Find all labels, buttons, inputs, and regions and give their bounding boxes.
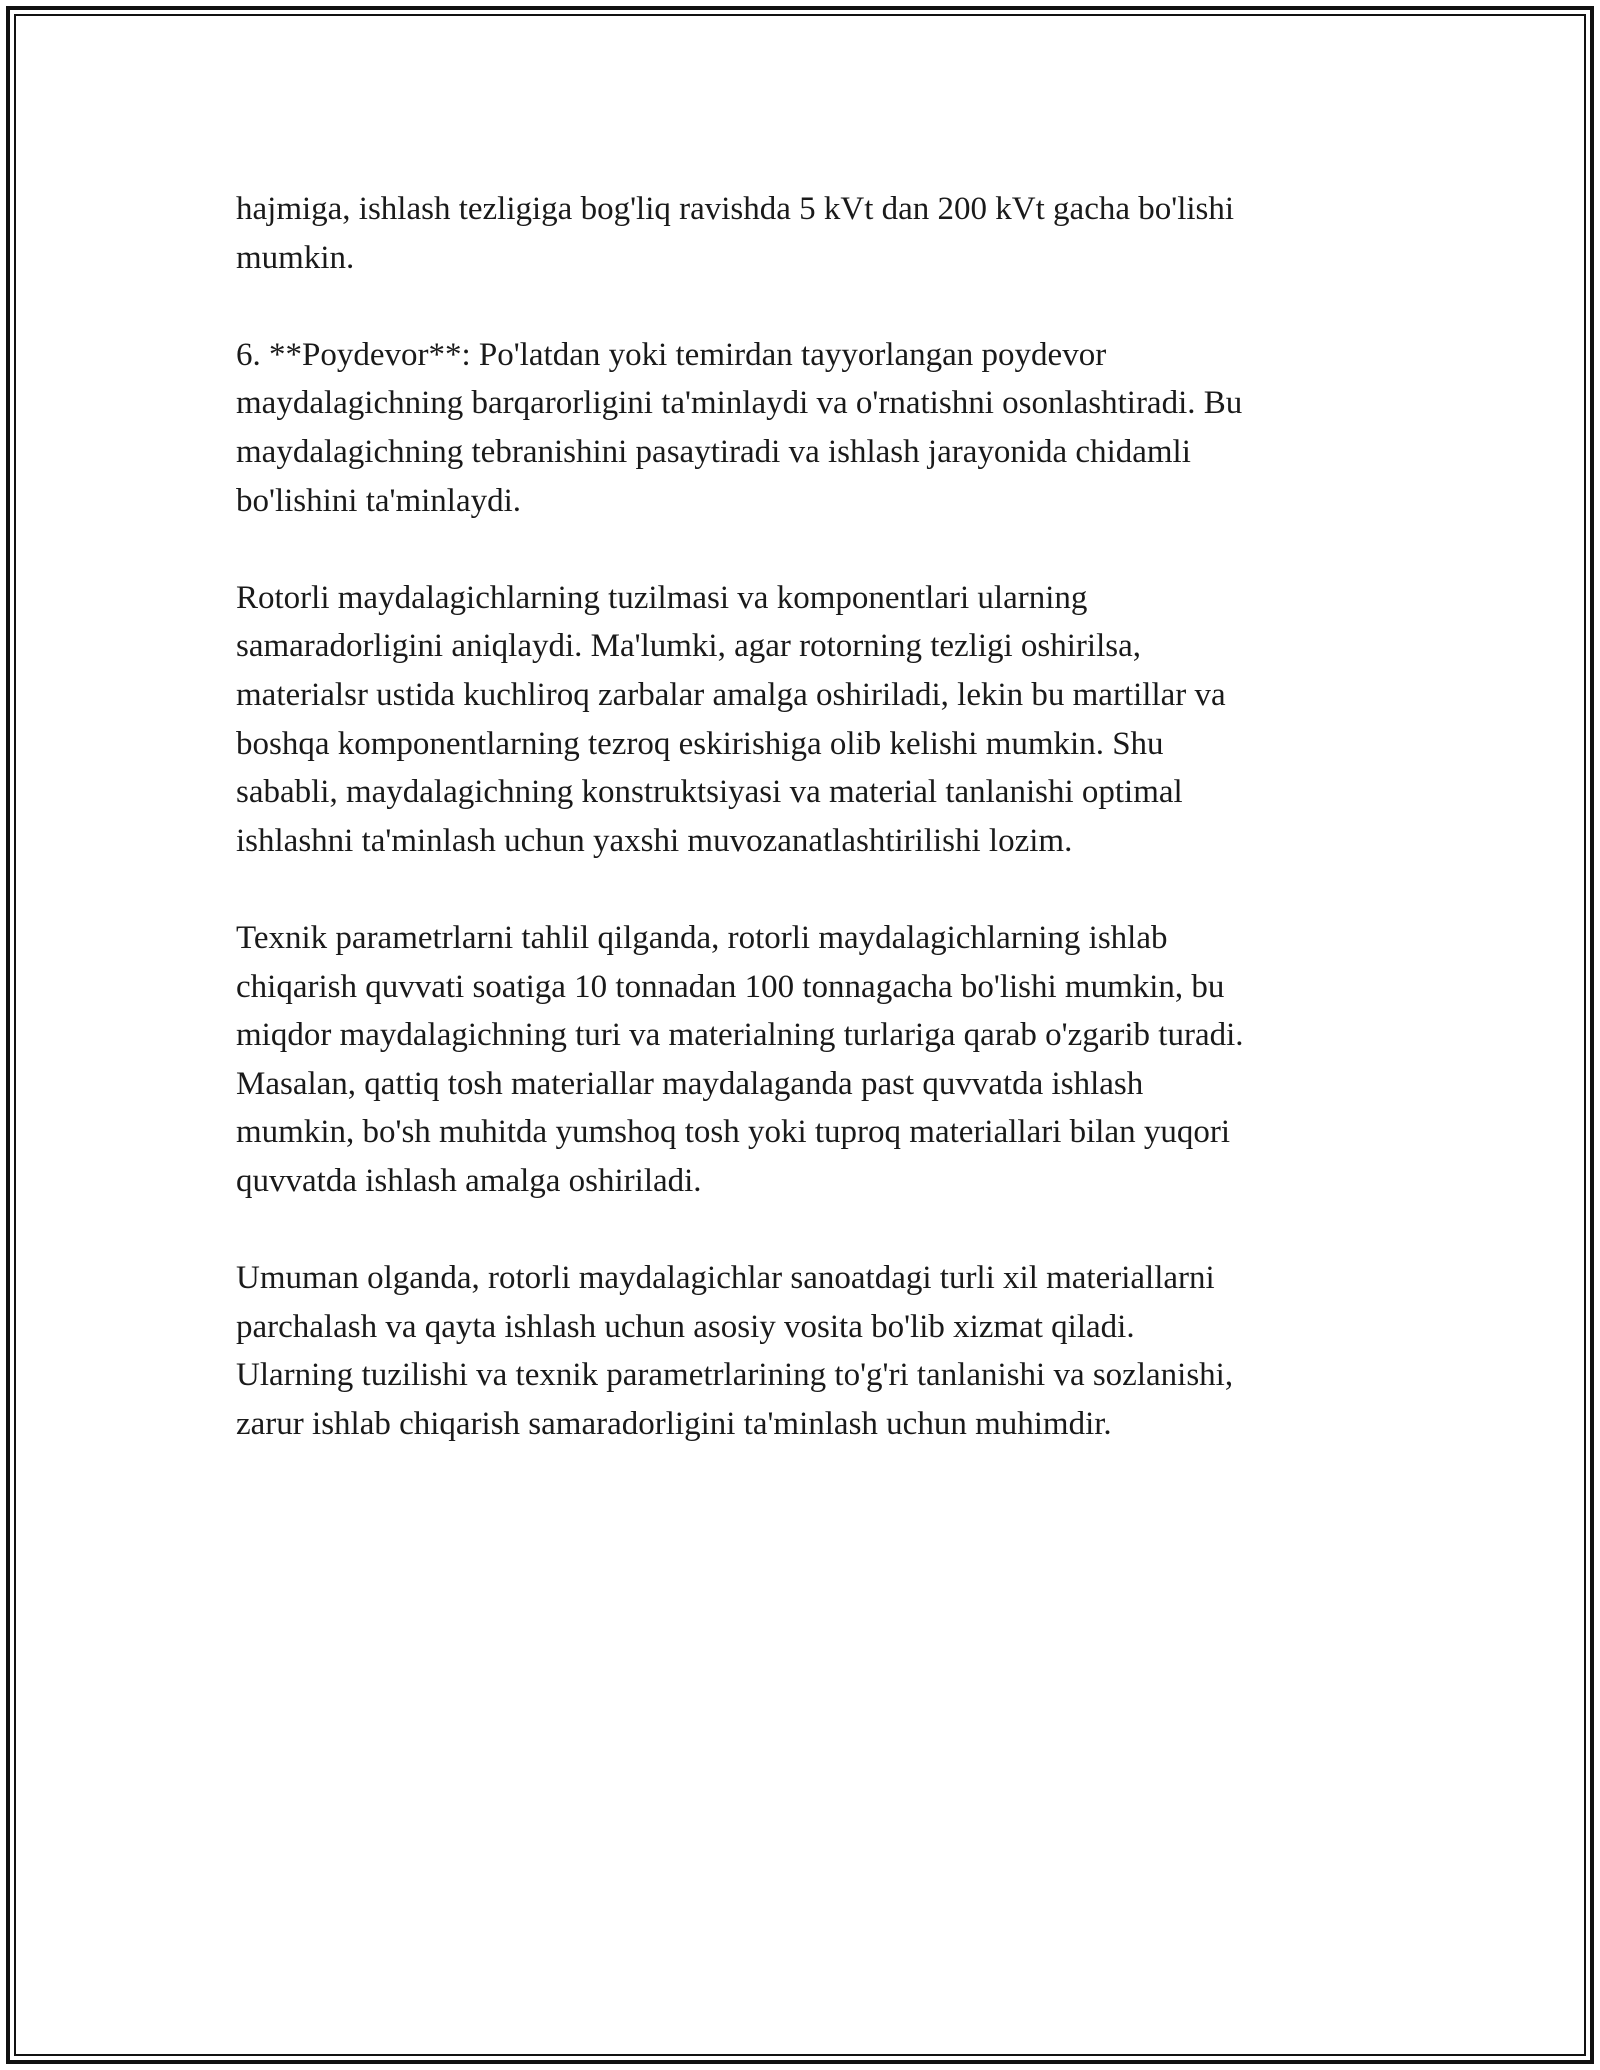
paragraph-foundation: 6. **Poydevor**: Po'latdan yoki temirdan tayyorlangan poydevor maydalagichning barqarorligini ta'minlaydi va o'rnatishni osonlashtiradi. Bu maydalagichning tebranishini pasaytiradi va ishlash jarayonida chidamli bo'lishini ta'minlaydi. (236, 336, 1243, 519)
paragraph-conclusion: Umuman olganda, rotorli maydalagichlar sanoatdagi turli xil materiallarni parchalash va qayta ishlash uchun asosiy vosita bo'lib xizmat qiladi. Ularning tuzilishi va texnik parametrlarining to'g'ri tanlanishi va sozlanishi, zarur ishlab chiqarish samaradorligini ta'minlash uchun muhimdir. (236, 1260, 1234, 1442)
paragraph-power-continued: hajmiga, ishlash tezligiga bog'liq ravishda 5 kVt dan 200 kVt gacha bo'lishi mumkin. (236, 191, 1235, 276)
paragraph-structure-efficiency: Rotorli maydalagichlarning tuzilmasi va komponentlari ularning samaradorligini aniqlaydi. Ma'lumki, agar rotorning tezligi oshirilsa, materialsr ustida kuchliroq zarbalar amalga oshiriladi, lekin bu martillar va boshqa komponentlarning tezroq eskirishiga olib kelishi mumkin. Shu sababli, maydalagichning konstruktsiyasi va material tanlanishi optimal ishlashni ta'minlash uchun yaxshi muvozanatlashtirilishi lozim. (236, 579, 1226, 859)
document-body (236, 185, 1366, 1497)
paragraph-technical-parameters: Texnik parametrlarni tahlil qilganda, rotorli maydalagichlarning ishlab chiqarish quvvati soatiga 10 tonnadan 100 tonnagacha bo'lishi mumkin, bu miqdor maydalagichning turi va materialning turlariga qarab o'zgarib turadi. Masalan, qattiq tosh materiallar maydalaganda past quvvatda ishlash mumkin, bo'sh muhitda yumshoq tosh yoki tuproq materiallari bilan yuqori quvvatda ishlash amalga oshiriladi. (236, 919, 1244, 1199)
